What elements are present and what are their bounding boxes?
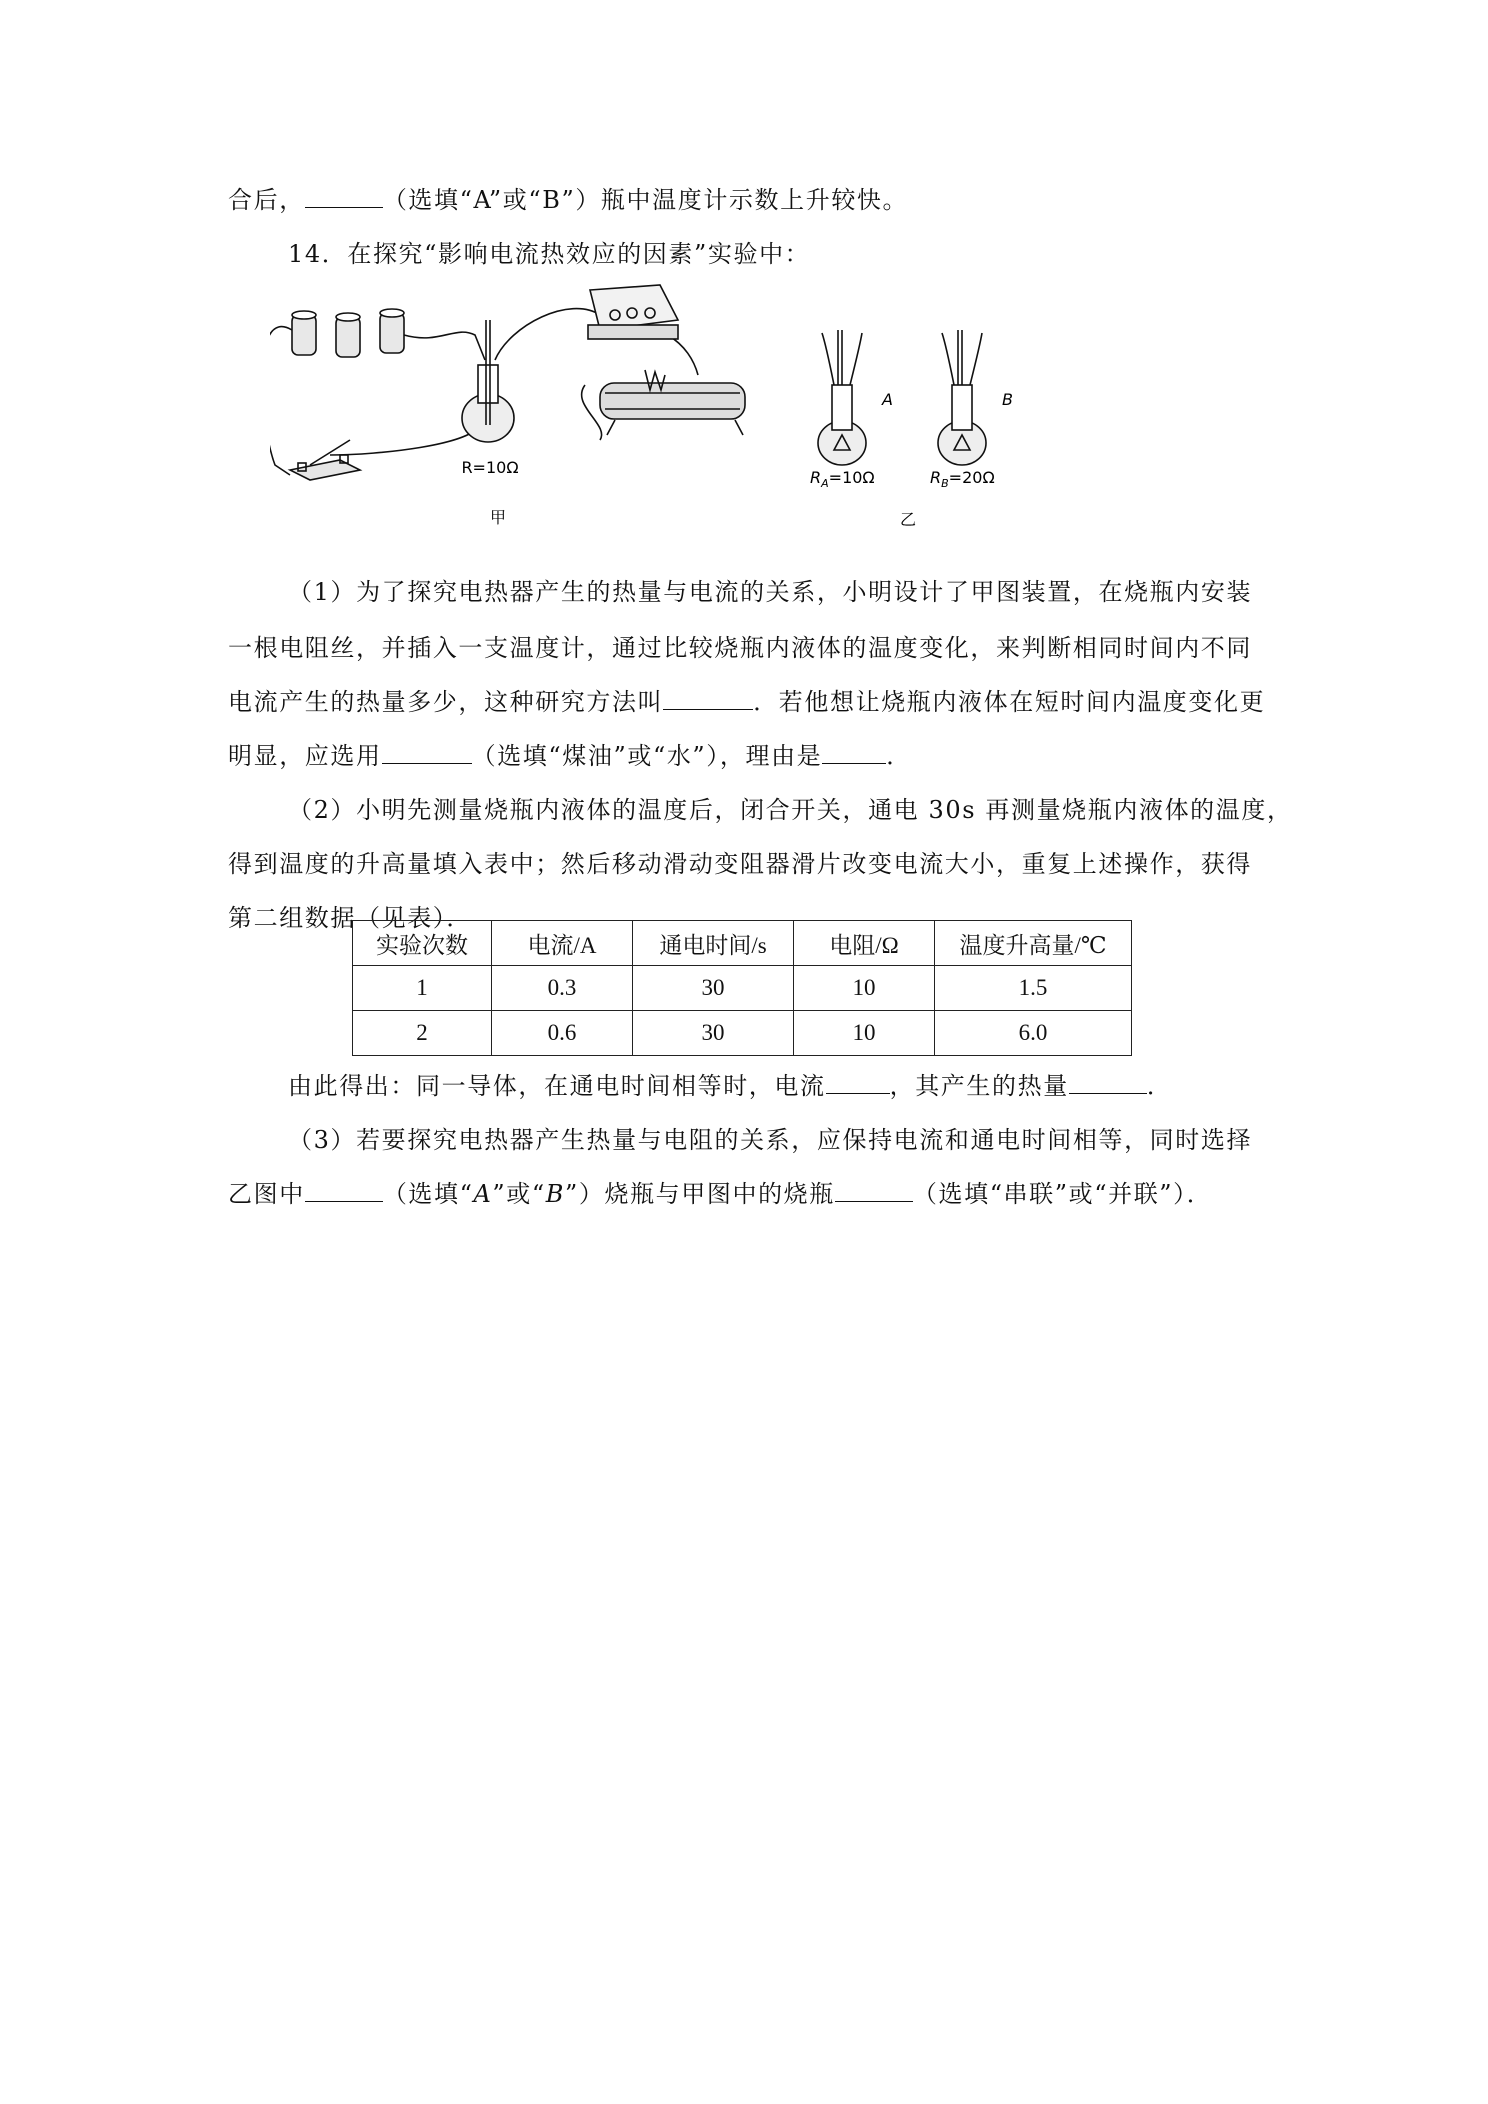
data-table — [352, 920, 1132, 1056]
table-cell: 2 — [353, 1011, 492, 1056]
table-row — [353, 966, 1132, 1011]
table-header: 实验次数 — [353, 921, 492, 966]
table-header: 温度升高量/℃ — [935, 921, 1132, 966]
part3-line1: （3）若要探究电热器产生热量与电阻的关系，应保持电流和通电时间相等，同时选择 — [288, 1126, 1253, 1154]
jia-resistor-label: R=10Ω — [461, 458, 519, 477]
answer-blank[interactable] — [1069, 1071, 1147, 1094]
part1-line1: （1）为了探究电热器产生的热量与电流的关系，小明设计了甲图装置，在烧瓶内安装 — [288, 578, 1253, 606]
part3-text: ”或“ — [492, 1180, 546, 1208]
table-header: 电流/A — [492, 921, 633, 966]
answer-blank[interactable] — [305, 1179, 383, 1202]
flask-icon — [818, 330, 866, 465]
switch-icon — [290, 440, 360, 480]
part3-text: ”）烧瓶与甲图中的烧瓶 — [565, 1180, 835, 1208]
question-14-title: 14．在探究“影响电流热效应的因素”实验中： — [288, 240, 811, 268]
conclusion-line — [288, 1066, 1172, 1101]
part3-text: （选填“ — [382, 1180, 474, 1208]
ammeter-icon — [588, 285, 678, 339]
part2-line1: （2）小明先测量烧瓶内液体的温度后，闭合开关，通电 30s 再测量烧瓶内液体的温度， — [288, 796, 1293, 824]
flask-a-value: =10Ω — [828, 468, 875, 487]
part1-line2: 一根电阻丝，并插入一支温度计，通过比较烧瓶内液体的温度变化，来判断相同时间内不同 — [228, 634, 1252, 662]
rheostat-icon — [600, 370, 745, 435]
circuit-jia — [270, 285, 745, 480]
flask-a-resistor-label — [810, 468, 875, 490]
table-cell: 10 — [794, 966, 935, 1011]
part3-italic-b: B — [545, 1180, 566, 1208]
part3-text: 乙图中 — [228, 1180, 305, 1208]
part1-line4 — [228, 736, 912, 771]
table-cell: 0.3 — [492, 966, 633, 1011]
answer-blank[interactable] — [835, 1179, 913, 1202]
flasks-yi — [818, 330, 986, 465]
table-header: 电阻/Ω — [794, 921, 935, 966]
flask-icon — [462, 320, 514, 442]
answer-blank[interactable] — [822, 741, 886, 764]
answer-blank[interactable] — [382, 741, 472, 764]
part1-text: 电流产生的热量多少，这种研究方法叫 — [228, 688, 664, 716]
table-header-row — [353, 921, 1132, 966]
table-cell: 10 — [794, 1011, 935, 1056]
conclusion-text: ． — [1146, 1072, 1173, 1100]
table-cell: 30 — [633, 1011, 794, 1056]
conclusion-text: ，其产生的热量 — [889, 1072, 1069, 1100]
answer-blank[interactable] — [663, 687, 753, 710]
flask-a-sub: A — [821, 477, 829, 490]
flask-b-resistor-label — [930, 468, 995, 490]
answer-blank[interactable] — [305, 185, 383, 208]
answer-blank[interactable] — [826, 1071, 890, 1094]
flask-b-letter: B — [1002, 390, 1013, 409]
flask-b-value: =20Ω — [948, 468, 995, 487]
prev-text-b: （选填“A”或“B”）瓶中温度计示数上升较快。 — [382, 186, 909, 214]
part3-italic-a: A — [473, 1180, 493, 1208]
table-cell: 1 — [353, 966, 492, 1011]
flask-b-r: R — [930, 468, 942, 487]
part1-text: ．若他想让烧瓶内液体在短时间内温度变化更 — [753, 688, 1266, 716]
flask-icon — [938, 330, 986, 465]
table-cell: 1.5 — [935, 966, 1132, 1011]
caption-yi: 乙 — [899, 510, 917, 529]
prev-text-a: 合后， — [228, 186, 305, 214]
part3-text: （选填“串联”或“并联”）． — [912, 1180, 1213, 1208]
part2-line3: 第二组数据（见表）． — [228, 904, 472, 932]
part2-line2: 得到温度的升高量填入表中；然后移动滑动变阻器滑片改变电流大小，重复上述操作，获得 — [228, 850, 1252, 878]
table-cell: 0.6 — [492, 1011, 633, 1056]
part1-line3 — [228, 682, 1265, 717]
table-cell: 30 — [633, 966, 794, 1011]
part1-text: 明显，应选用 — [228, 742, 382, 770]
flask-a-r: R — [810, 468, 822, 487]
table-row — [353, 1011, 1132, 1056]
conclusion-text: 由此得出：同一导体，在通电时间相等时，电流 — [288, 1072, 826, 1100]
part3-line2 — [228, 1174, 1212, 1209]
caption-jia: 甲 — [489, 508, 507, 527]
part1-text: ． — [886, 742, 912, 770]
flask-a-letter: A — [882, 390, 893, 409]
experiment-figure — [270, 275, 1050, 535]
part1-text: （选填“煤油”或“水”），理由是 — [471, 742, 823, 770]
table-cell: 6.0 — [935, 1011, 1132, 1056]
prev-question-line — [228, 180, 908, 215]
battery-icon — [292, 309, 404, 357]
table-header: 通电时间/s — [633, 921, 794, 966]
flask-b-sub: B — [941, 477, 949, 490]
